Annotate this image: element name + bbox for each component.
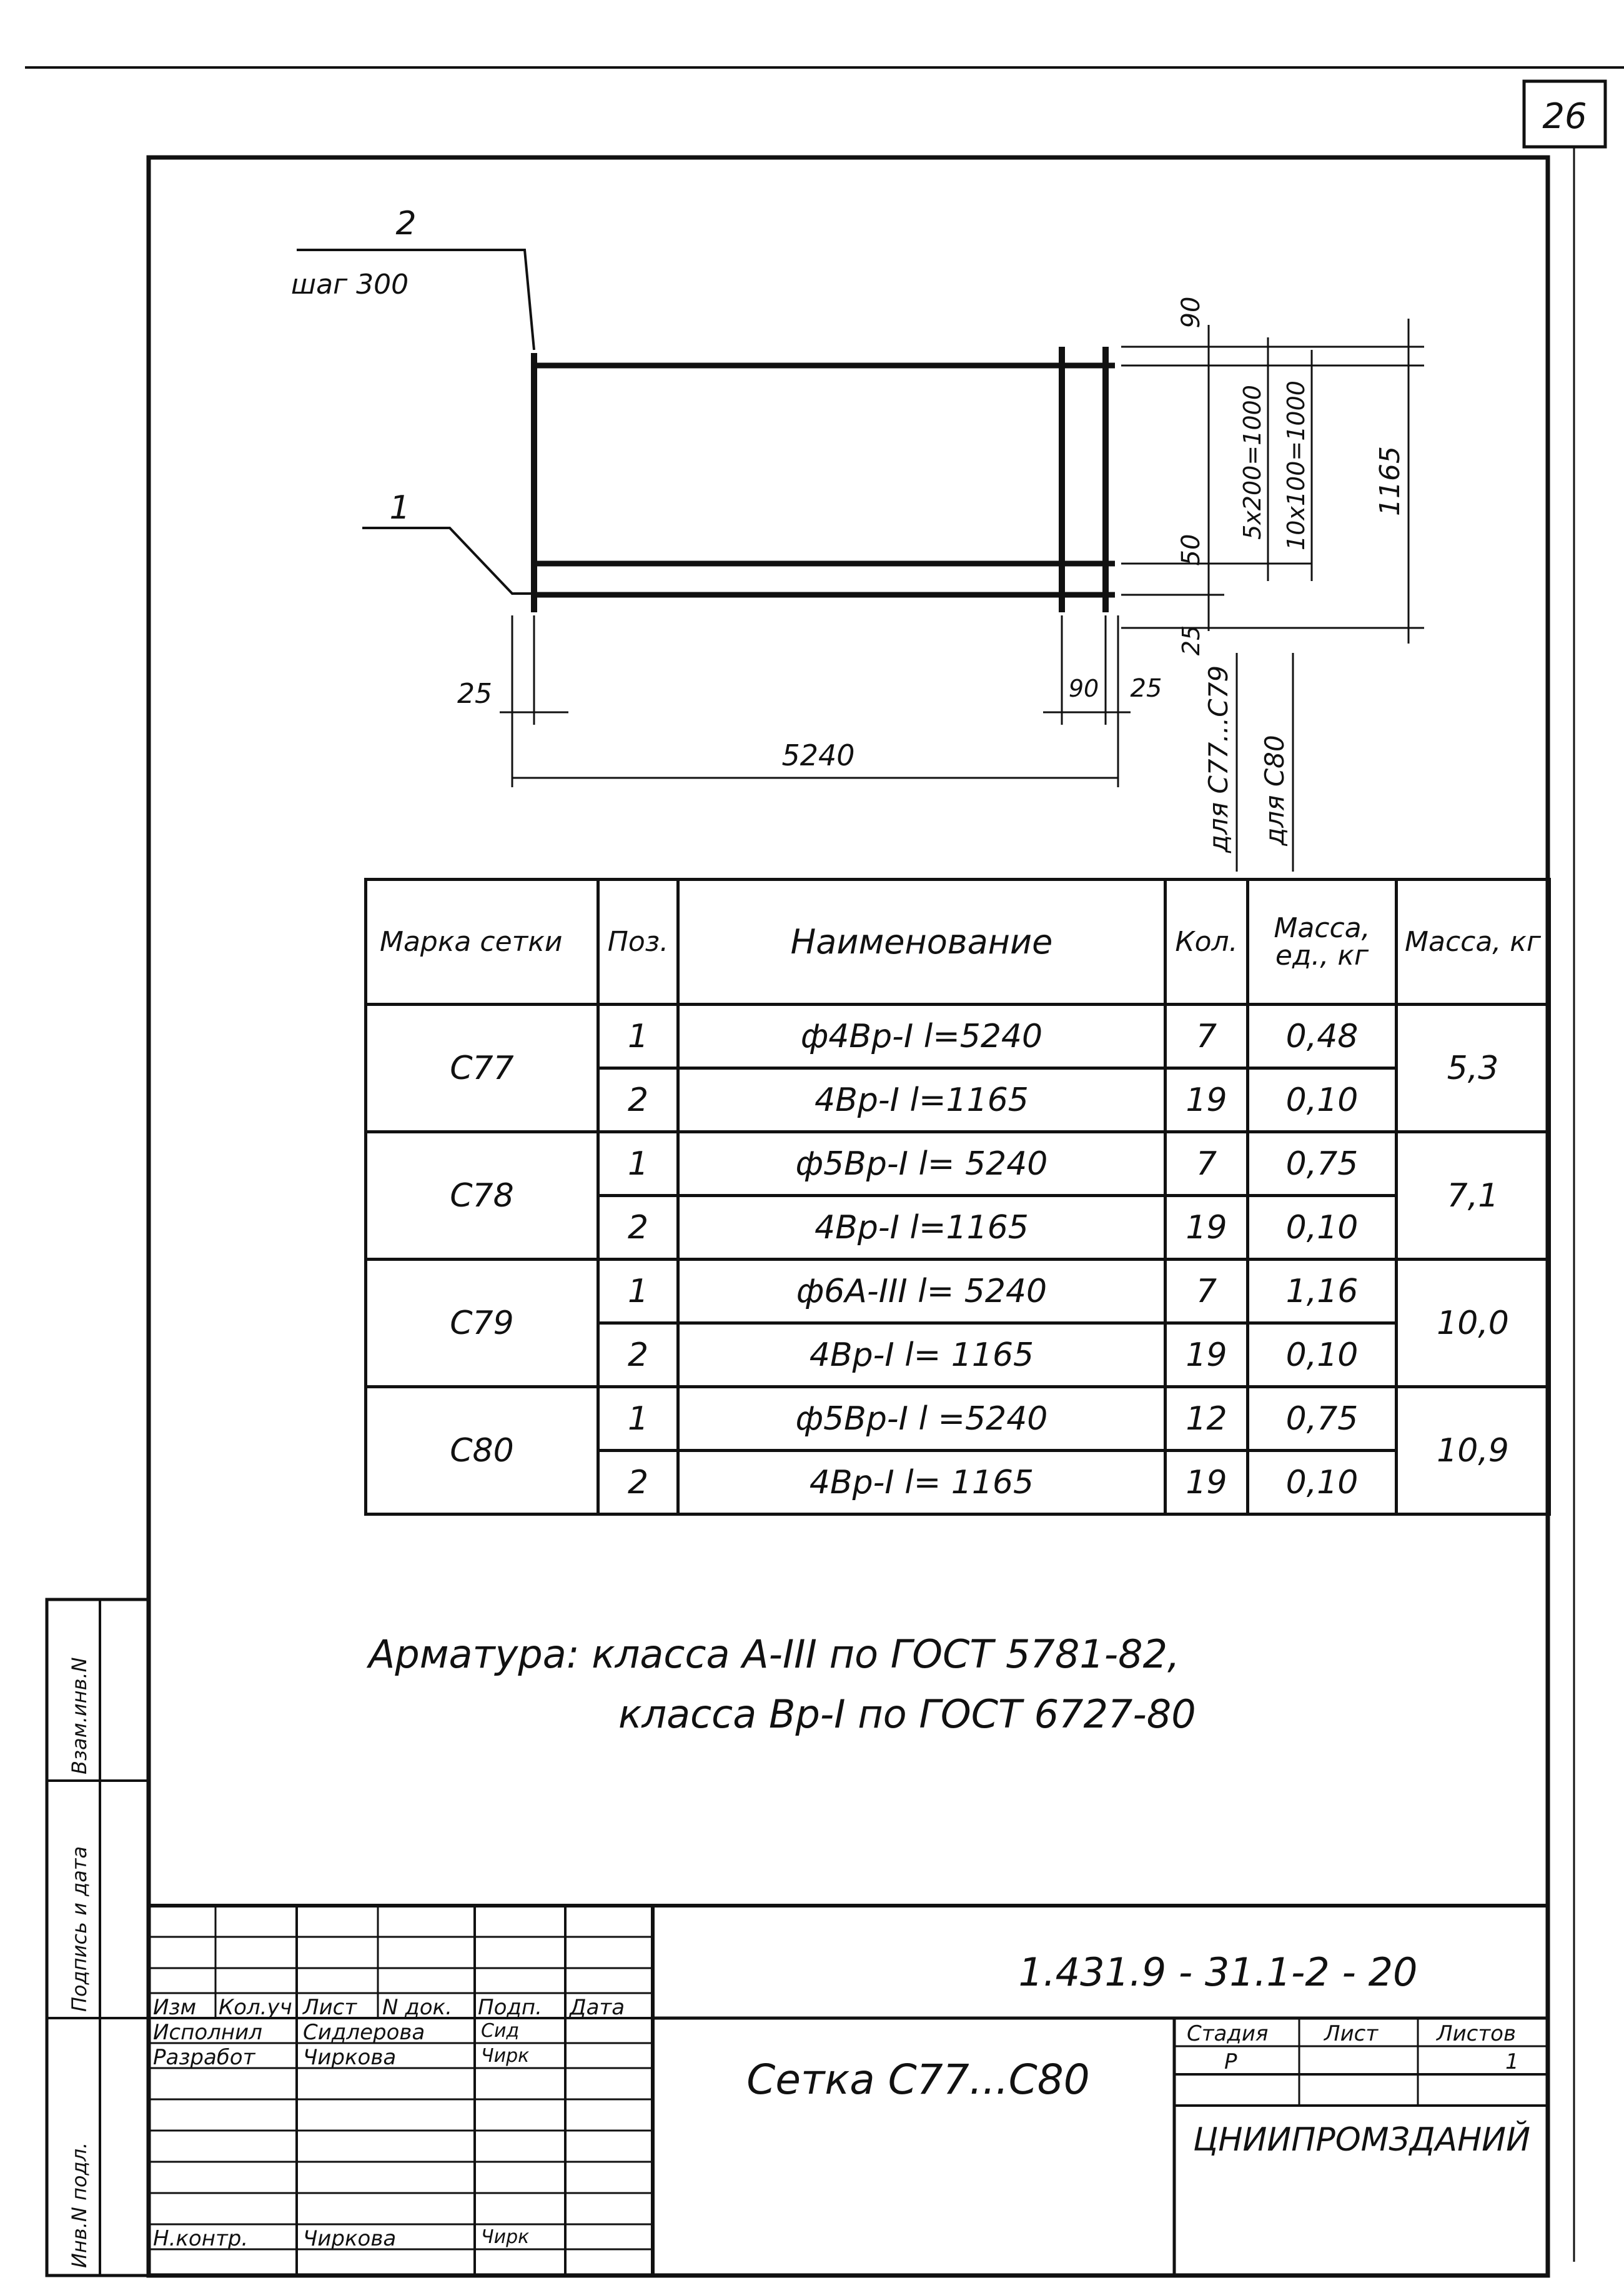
- pos-cell: 2: [598, 1068, 678, 1132]
- mass-cell: 5,3: [1397, 1005, 1550, 1132]
- dim-overall-width: 1165: [1374, 446, 1406, 516]
- dim-bottom-spacing: 50: [1177, 534, 1206, 566]
- dim-span-c80: 10х100=1000: [1282, 381, 1310, 550]
- header-pos: Поз.: [598, 880, 678, 1005]
- unit-mass-cell: 0,10: [1248, 1323, 1397, 1387]
- mass-cell: 10,9: [1397, 1387, 1550, 1515]
- organization-name: ЦНИИПРОМЗДАНИЙ: [1193, 2121, 1530, 2159]
- col-sheet: Лист: [303, 1995, 357, 2020]
- side-replace-inv: Взам.инв.N: [67, 1657, 91, 1774]
- col-qty: Кол.уч: [219, 1995, 292, 2020]
- pos1-number: 1: [389, 489, 410, 527]
- table-row: [366, 1005, 1550, 1068]
- side-inv-orig: Инв.N подл.: [67, 2142, 91, 2268]
- table-header-row: [366, 880, 1550, 1005]
- pos-cell: 1: [598, 1005, 678, 1068]
- sign-norm-control: Чирк: [481, 2226, 530, 2248]
- qty-cell: 7: [1166, 1005, 1248, 1068]
- qty-cell: 19: [1166, 1323, 1248, 1387]
- mass-cell: 7,1: [1397, 1132, 1550, 1260]
- qty-cell: 19: [1166, 1068, 1248, 1132]
- table-row: [366, 1132, 1550, 1196]
- pos2-step: шаг 300: [290, 269, 409, 301]
- document-code: 1.431.9 - 31.1-2 - 20: [1018, 1949, 1418, 1995]
- dim-right-spacing: 90: [1068, 675, 1099, 702]
- note-line-1: Арматура: класса А-III по ГОСТ 5781-82,: [369, 1631, 1180, 1677]
- note-line-2: класса Вр-I по ГОСТ 6727-80: [618, 1691, 1196, 1737]
- qty-cell: 7: [1166, 1260, 1248, 1323]
- qty-cell: 12: [1166, 1387, 1248, 1451]
- sheet-title: Сетка С77...С80: [746, 2056, 1090, 2104]
- mark-cell: С79: [366, 1260, 598, 1387]
- mark-cell: С77: [366, 1005, 598, 1132]
- mark-cell: С80: [366, 1387, 598, 1515]
- name-cell: 4Вр-I l= 1165: [678, 1451, 1166, 1515]
- col-date: Дата: [570, 1995, 625, 2020]
- name-norm-control: Чиркова: [303, 2226, 397, 2251]
- dim-top-spacing: 90: [1177, 296, 1206, 329]
- pos-cell: 1: [598, 1260, 678, 1323]
- name-cell: 4Вр-I l=1165: [678, 1196, 1166, 1260]
- header-mark: Марка сетки: [366, 880, 598, 1005]
- col-doc: N док.: [382, 1995, 452, 2020]
- name-executor: Сидлерова: [303, 2020, 425, 2045]
- mass-cell: 10,0: [1397, 1260, 1550, 1387]
- role-developer: Разработ: [153, 2045, 255, 2070]
- dim-left-offset: 25: [457, 678, 492, 710]
- reinforcement-notes: [369, 1624, 1493, 1744]
- unit-mass-cell: 0,10: [1248, 1068, 1397, 1132]
- sheets-value: 1: [1505, 2049, 1519, 2074]
- name-cell: ф6А-III l= 5240: [678, 1260, 1166, 1323]
- pos-cell: 1: [598, 1132, 678, 1196]
- note-c80: для С80: [1259, 735, 1290, 846]
- mesh-drawing: [297, 250, 1424, 872]
- sign-developer: Чирк: [481, 2045, 530, 2067]
- name-cell: ф5Вр-I l= 5240: [678, 1132, 1166, 1196]
- role-norm-control: Н.контр.: [153, 2226, 249, 2251]
- sign-executor: Сид: [481, 2020, 520, 2042]
- col-change: Изм: [153, 1995, 197, 2020]
- unit-mass-cell: 0,75: [1248, 1132, 1397, 1196]
- pos-cell: 2: [598, 1451, 678, 1515]
- unit-mass-cell: 0,75: [1248, 1387, 1397, 1451]
- side-sign-date: Подпись и дата: [67, 1846, 91, 2012]
- header-name: Наименование: [678, 880, 1166, 1005]
- dim-right-offset: 25: [1130, 674, 1162, 703]
- qty-cell: 7: [1166, 1132, 1248, 1196]
- name-cell: 4Вр-I l=1165: [678, 1068, 1166, 1132]
- mark-cell: С78: [366, 1132, 598, 1260]
- specification-table: [364, 878, 1551, 1516]
- dim-overall-length: 5240: [781, 739, 855, 772]
- stage-value: Р: [1224, 2049, 1237, 2074]
- page-number: 26: [1542, 96, 1587, 137]
- stage-header: Стадия: [1187, 2021, 1269, 2046]
- dim-bottom-offset: 25: [1177, 625, 1205, 656]
- sheet-header: Лист: [1324, 2021, 1379, 2046]
- dim-span-c77-c79: 5х200=1000: [1239, 385, 1266, 540]
- header-mass: Масса, кг: [1397, 880, 1550, 1005]
- unit-mass-cell: 1,16: [1248, 1260, 1397, 1323]
- unit-mass-cell: 0,10: [1248, 1196, 1397, 1260]
- pos-cell: 1: [598, 1387, 678, 1451]
- pos-cell: 2: [598, 1323, 678, 1387]
- name-cell: ф4Вр-I l=5240: [678, 1005, 1166, 1068]
- name-developer: Чиркова: [303, 2045, 397, 2070]
- name-cell: 4Вр-I l= 1165: [678, 1323, 1166, 1387]
- header-unit-mass: Масса, ед., кг: [1248, 880, 1397, 1005]
- qty-cell: 19: [1166, 1196, 1248, 1260]
- unit-mass-cell: 0,10: [1248, 1451, 1397, 1515]
- unit-mass-cell: 0,48: [1248, 1005, 1397, 1068]
- role-executor: Исполнил: [153, 2020, 262, 2045]
- qty-cell: 19: [1166, 1451, 1248, 1515]
- pos-cell: 2: [598, 1196, 678, 1260]
- col-sign: Подп.: [478, 1995, 542, 2020]
- table-row: [366, 1387, 1550, 1451]
- sheets-header: Листов: [1437, 2021, 1517, 2046]
- header-qty: Кол.: [1166, 880, 1248, 1005]
- note-c77-c79: для С77...С79: [1203, 665, 1234, 853]
- table-row: [366, 1260, 1550, 1323]
- name-cell: ф5Вр-I l =5240: [678, 1387, 1166, 1451]
- pos2-number: 2: [395, 205, 417, 242]
